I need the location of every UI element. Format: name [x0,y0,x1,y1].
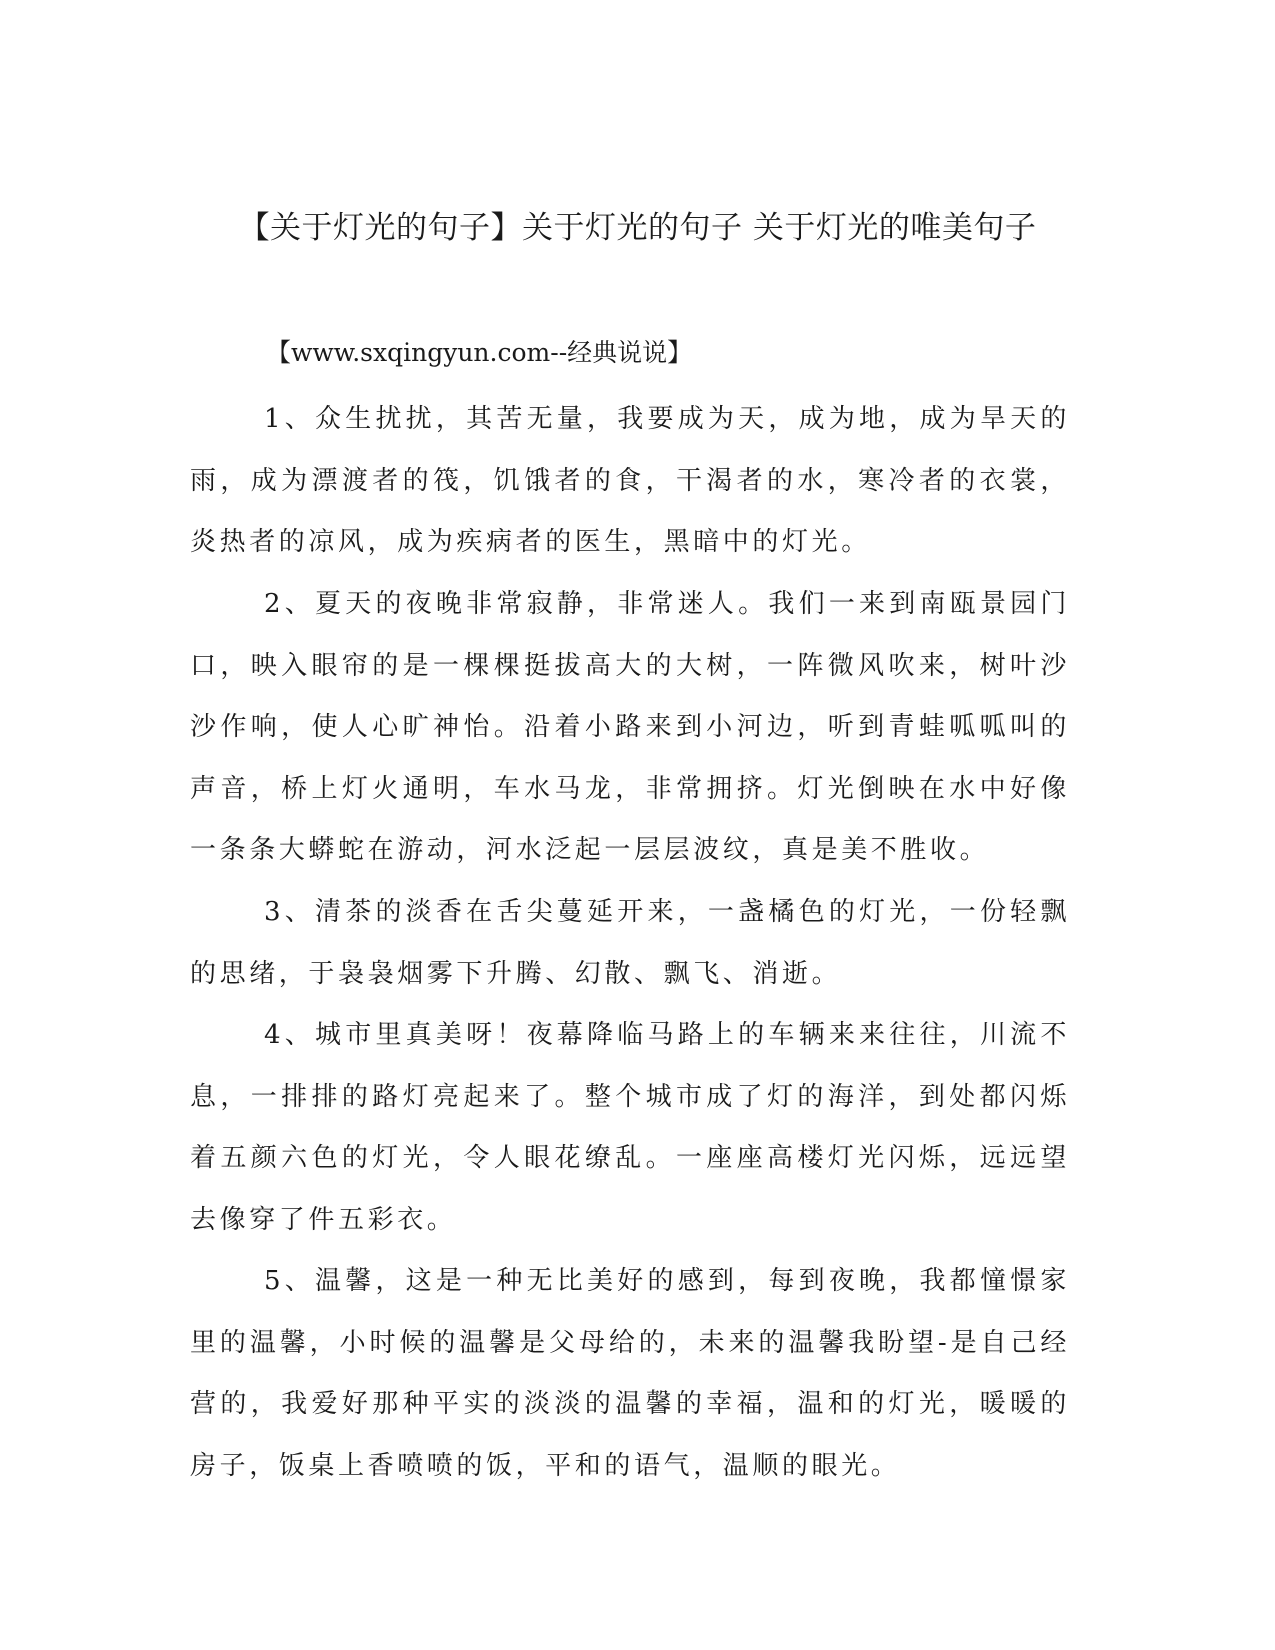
paragraph-3: 3、清茶的淡香在舌尖蔓延开来，一盏橘色的灯光，一份轻飘的思绪，于袅袅烟雾下升腾、幻散、飘飞、消逝。 [190,897,1070,989]
paragraph-5: 5、温馨，这是一种无比美好的感到，每到夜晚，我都憧憬家里的温馨，小时候的温馨是父母给的，未来的温馨我盼望-是自己经营的，我爱好那种平实的淡淡的温馨的幸福，温和的灯光，暖暖的房子，饭桌上香喷喷的饭，平和的语气，温顺的眼光。 [190,1266,1070,1481]
paragraph-4: 4、城市里真美呀！夜幕降临马路上的车辆来来往往，川流不息，一排排的路灯亮起来了。整个城市成了灯的海洋，到处都闪烁着五颜六色的灯光，令人眼花缭乱。一座座高楼灯光闪烁，远远望去像穿了件五彩衣。 [190,1020,1070,1235]
paragraph-2: 2、夏天的夜晚非常寂静，非常迷人。我们一来到南瓯景园门口，映入眼帘的是一棵棵挺拔高大的大树，一阵微风吹来，树叶沙沙作响，使人心旷神怡。沿着小路来到小河边，听到青蛙呱呱叫的声音，桥上灯火通明，车水马龙，非常拥挤。灯光倒映在水中好像一条条大蟒蛇在游动，河水泛起一层层波纹，真是美不胜收。 [190,589,1070,865]
document-title: 【关于灯光的句子】关于灯光的句子 关于灯光的唯美句子 [238,210,1037,246]
source-line: 【www.sxqingyun.com--经典说说】 [266,338,693,367]
paragraph-1: 1、众生扰扰，其苦无量，我要成为天，成为地，成为旱天的雨，成为漂渡者的筏，饥饿者的食，干渴者的水，寒冷者的衣裳，炎热者的凉风，成为疾病者的医生，黑暗中的灯光。 [190,404,1070,557]
